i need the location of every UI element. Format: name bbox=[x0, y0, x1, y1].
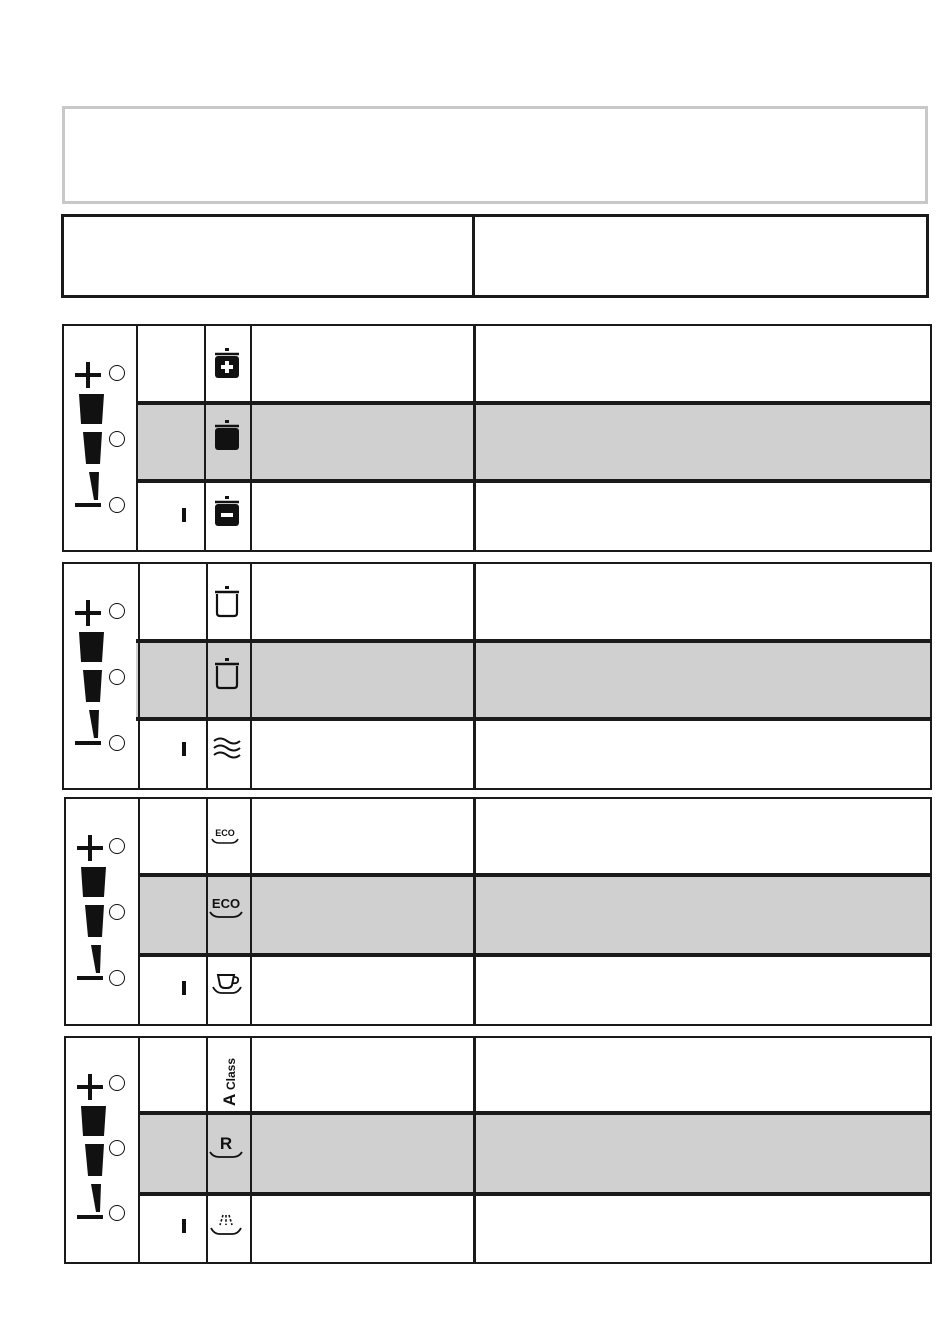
eco-label: ECO bbox=[211, 896, 241, 911]
eco-large-icon bbox=[208, 895, 244, 923]
level-indicator-high bbox=[109, 365, 125, 381]
program-section-4 bbox=[64, 1036, 932, 1264]
pot-filled-icon bbox=[212, 420, 242, 452]
eco-label: ECO bbox=[215, 828, 235, 838]
program-section-2 bbox=[62, 562, 932, 790]
title-box bbox=[62, 106, 928, 204]
row-marker bbox=[182, 981, 186, 995]
header-column-divider bbox=[472, 214, 475, 298]
eco-small-icon bbox=[210, 827, 240, 847]
spray-icon bbox=[209, 1212, 243, 1240]
level-indicator-low bbox=[109, 1205, 125, 1221]
row-marker bbox=[182, 508, 186, 522]
table-row-shaded bbox=[138, 873, 930, 957]
pot-minus-icon bbox=[212, 496, 242, 528]
row-marker bbox=[182, 742, 186, 756]
table-row-shaded bbox=[136, 639, 930, 721]
level-scale bbox=[72, 1074, 112, 1224]
cup-on-saucer-icon bbox=[211, 971, 243, 997]
level-indicator-low bbox=[109, 735, 125, 751]
level-indicator-high bbox=[109, 603, 125, 619]
a-class-icon bbox=[218, 1042, 240, 1108]
rinse-label: R bbox=[219, 1134, 233, 1153]
level-scale bbox=[70, 600, 110, 750]
program-section-3 bbox=[64, 797, 932, 1026]
level-indicator-low bbox=[109, 970, 125, 986]
a-class-letter: A bbox=[220, 1093, 239, 1106]
water-waves-icon bbox=[212, 736, 242, 762]
table-row-shaded bbox=[136, 401, 930, 483]
level-scale bbox=[70, 362, 110, 512]
pot-outline-icon bbox=[212, 658, 242, 690]
level-indicator-medium bbox=[109, 1140, 125, 1156]
program-section-1 bbox=[62, 324, 932, 552]
level-indicator-medium bbox=[109, 669, 125, 685]
table-row-shaded bbox=[138, 1111, 930, 1196]
level-indicator-high bbox=[109, 838, 125, 854]
level-indicator-medium bbox=[109, 431, 125, 447]
pot-outline-icon bbox=[212, 586, 242, 618]
r-rinse-icon bbox=[208, 1134, 244, 1162]
level-indicator-low bbox=[109, 497, 125, 513]
level-indicator-medium bbox=[109, 904, 125, 920]
pot-plus-icon bbox=[212, 348, 242, 380]
a-class-word: Class bbox=[224, 1057, 238, 1090]
level-indicator-high bbox=[109, 1075, 125, 1091]
header-table bbox=[61, 214, 929, 298]
row-marker bbox=[182, 1219, 186, 1233]
level-scale bbox=[72, 835, 112, 985]
